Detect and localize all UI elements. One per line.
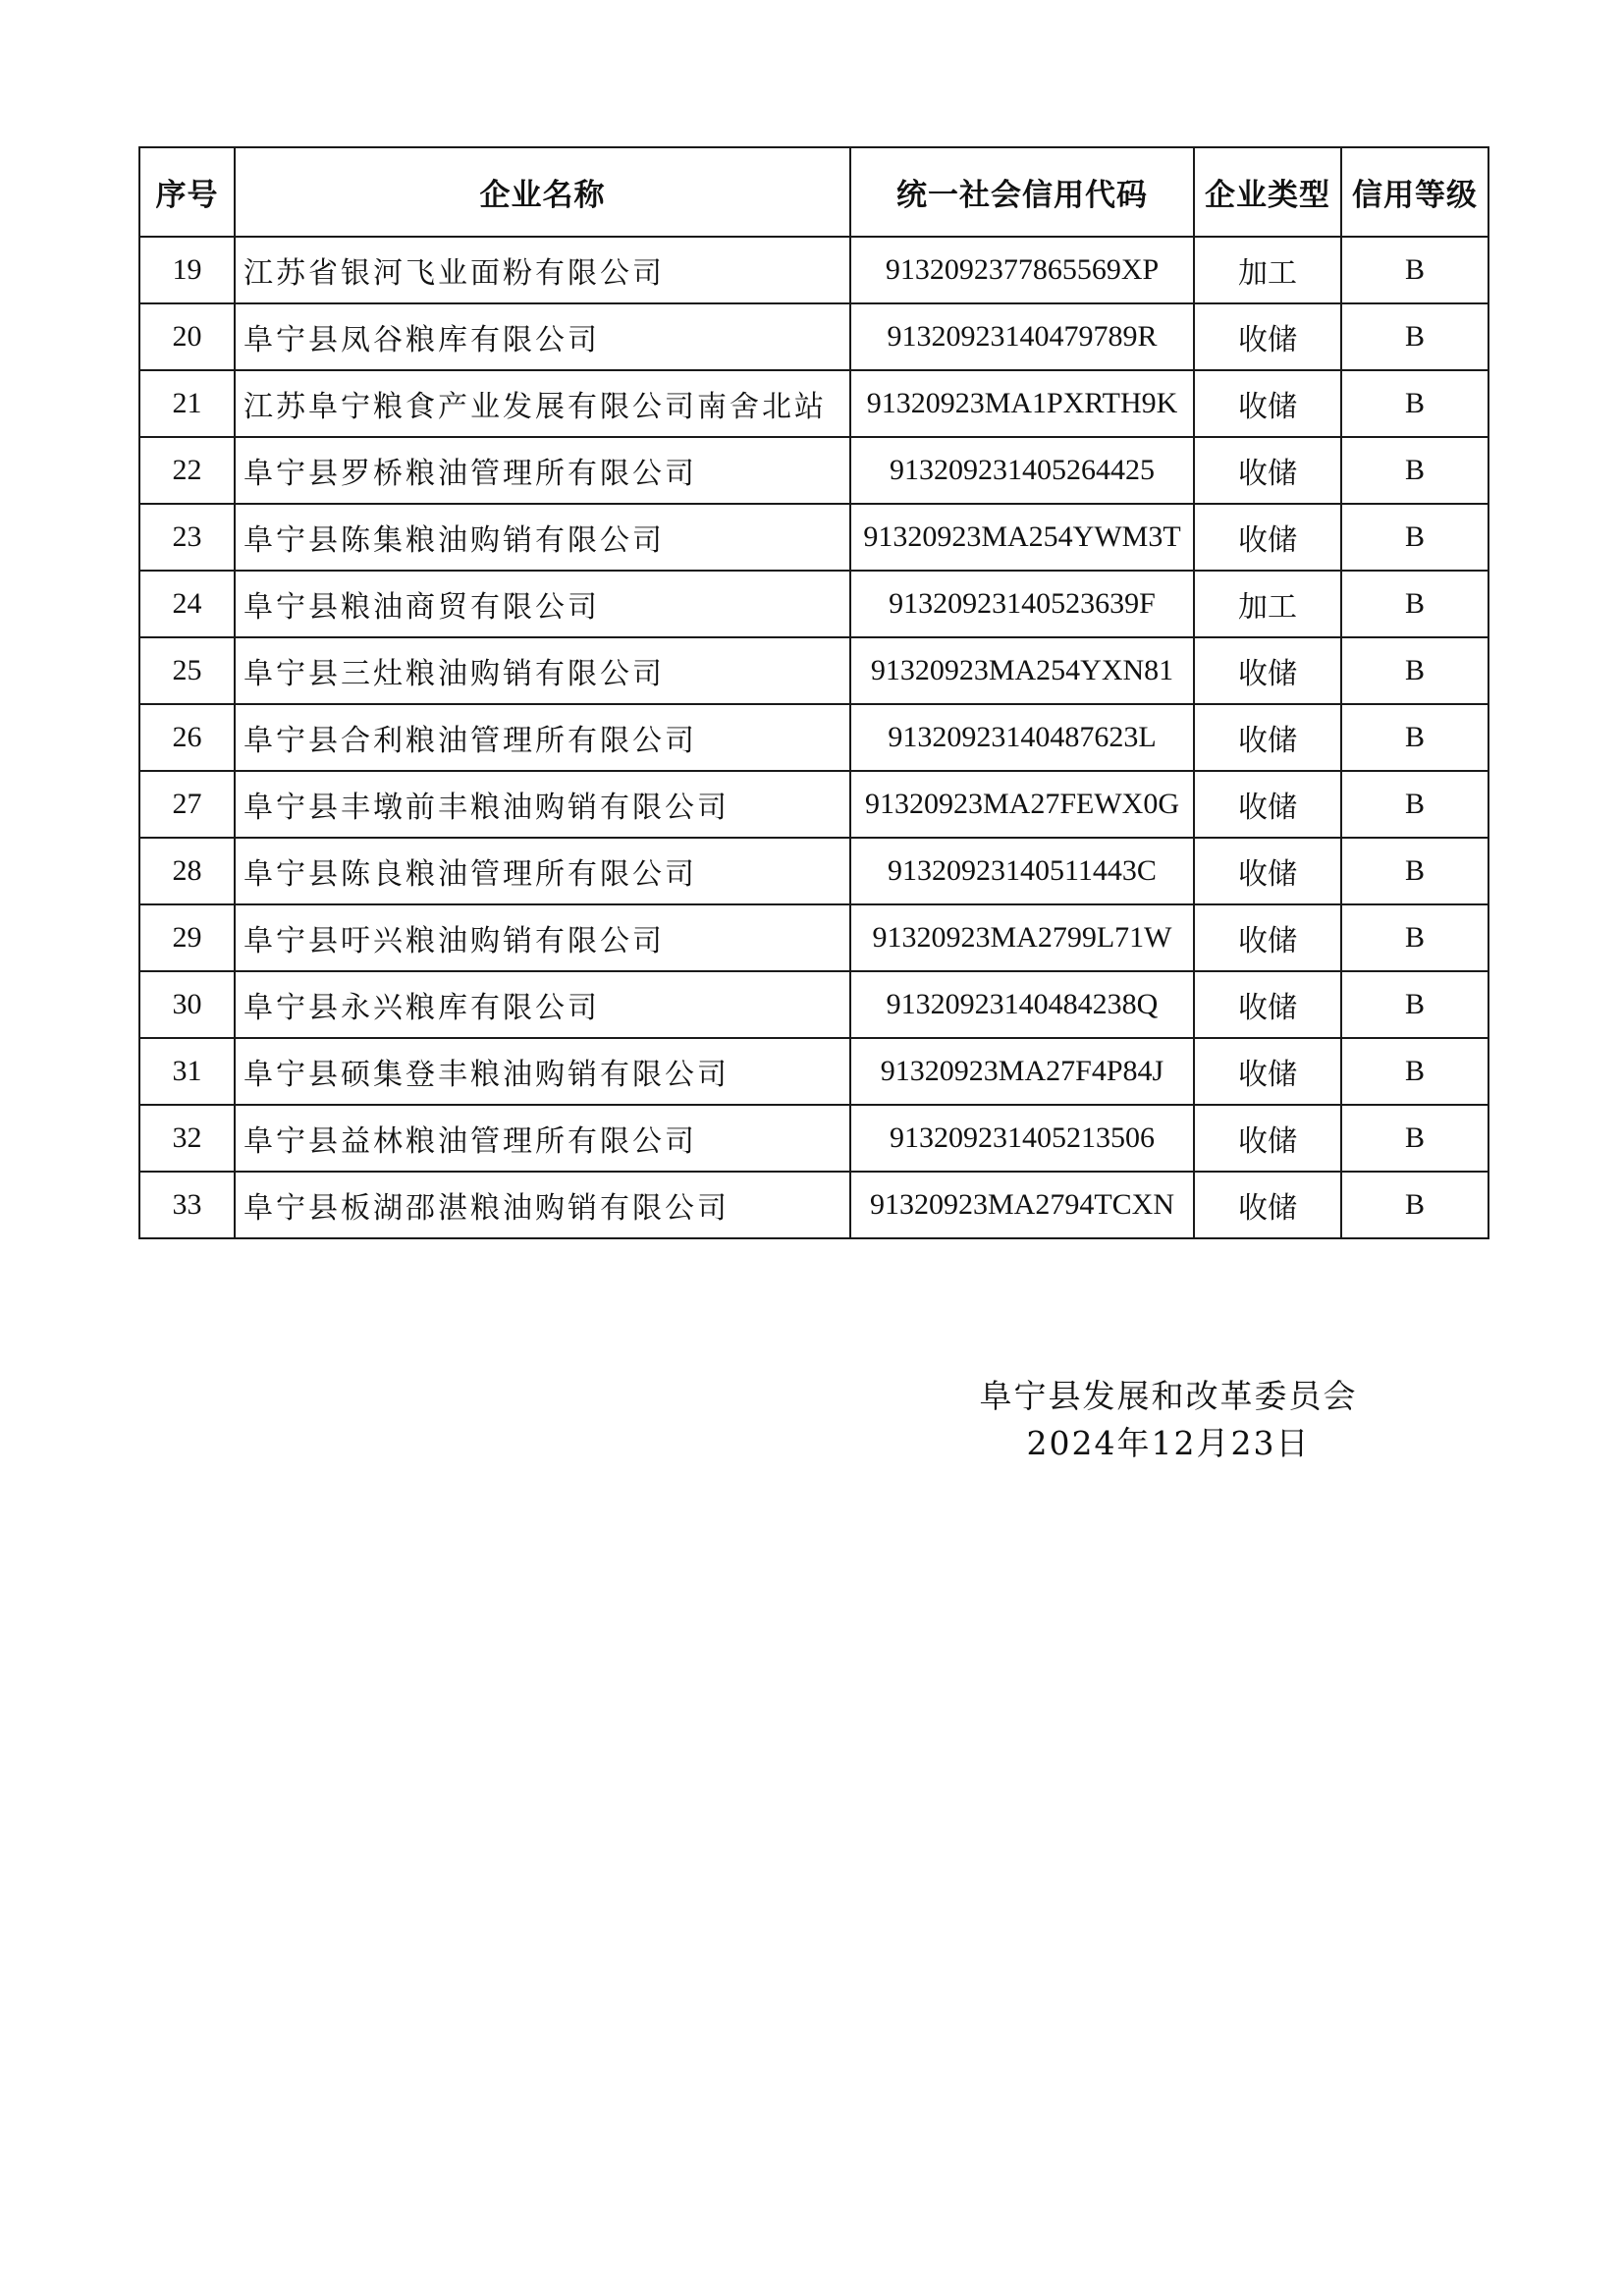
cell-name: 江苏阜宁粮食产业发展有限公司南舍北站 — [235, 370, 850, 437]
credit-rating-table — [138, 146, 1489, 1239]
cell-grade: B — [1341, 771, 1488, 838]
cell-name: 阜宁县板湖邵湛粮油购销有限公司 — [235, 1172, 850, 1238]
cell-type: 收储 — [1194, 504, 1341, 571]
cell-seq: 20 — [139, 303, 235, 370]
table-row — [139, 904, 1488, 971]
cell-type: 收储 — [1194, 971, 1341, 1038]
cell-type: 收储 — [1194, 904, 1341, 971]
cell-name: 阜宁县三灶粮油购销有限公司 — [235, 637, 850, 704]
cell-code: 913209231405264425 — [850, 437, 1194, 504]
issue-date: 2024年12月23日 — [1026, 1424, 1311, 1462]
cell-code: 91320923140523639F — [850, 571, 1194, 637]
cell-code: 91320923MA1PXRTH9K — [850, 370, 1194, 437]
header-name: 企业名称 — [235, 147, 850, 237]
table-row — [139, 437, 1488, 504]
cell-type: 收储 — [1194, 1038, 1341, 1105]
cell-type: 收储 — [1194, 771, 1341, 838]
cell-type: 收储 — [1194, 437, 1341, 504]
table-row — [139, 370, 1488, 437]
cell-code: 91320923MA2794TCXN — [850, 1172, 1194, 1238]
cell-seq: 32 — [139, 1105, 235, 1172]
cell-code: 91320923MA27FEWX0G — [850, 771, 1194, 838]
cell-seq: 19 — [139, 237, 235, 303]
table-row — [139, 1172, 1488, 1238]
cell-name: 阜宁县丰墩前丰粮油购销有限公司 — [235, 771, 850, 838]
cell-name: 阜宁县陈集粮油购销有限公司 — [235, 504, 850, 571]
cell-grade: B — [1341, 1038, 1488, 1105]
cell-name: 江苏省银河飞业面粉有限公司 — [235, 237, 850, 303]
cell-seq: 25 — [139, 637, 235, 704]
cell-type: 加工 — [1194, 571, 1341, 637]
cell-name: 阜宁县永兴粮库有限公司 — [235, 971, 850, 1038]
cell-grade: B — [1341, 904, 1488, 971]
cell-code: 91320923MA254YWM3T — [850, 504, 1194, 571]
cell-type: 收储 — [1194, 1105, 1341, 1172]
cell-type: 收储 — [1194, 704, 1341, 771]
cell-grade: B — [1341, 303, 1488, 370]
cell-code: 91320923MA27F4P84J — [850, 1038, 1194, 1105]
cell-grade: B — [1341, 838, 1488, 904]
header-seq: 序号 — [139, 147, 235, 237]
cell-seq: 22 — [139, 437, 235, 504]
table-row — [139, 1038, 1488, 1105]
cell-code: 91320923140487623L — [850, 704, 1194, 771]
cell-seq: 33 — [139, 1172, 235, 1238]
cell-grade: B — [1341, 637, 1488, 704]
cell-seq: 31 — [139, 1038, 235, 1105]
cell-name: 阜宁县凤谷粮库有限公司 — [235, 303, 850, 370]
cell-code: 91320923140479789R — [850, 303, 1194, 370]
cell-seq: 28 — [139, 838, 235, 904]
cell-code: 91320923MA254YXN81 — [850, 637, 1194, 704]
cell-seq: 21 — [139, 370, 235, 437]
cell-code: 913209231405213506 — [850, 1105, 1194, 1172]
cell-type: 收储 — [1194, 303, 1341, 370]
cell-grade: B — [1341, 1172, 1488, 1238]
cell-type: 加工 — [1194, 237, 1341, 303]
cell-name: 阜宁县吁兴粮油购销有限公司 — [235, 904, 850, 971]
cell-name: 阜宁县罗桥粮油管理所有限公司 — [235, 437, 850, 504]
table-header-row — [139, 147, 1488, 237]
cell-seq: 29 — [139, 904, 235, 971]
cell-seq: 24 — [139, 571, 235, 637]
table-row — [139, 838, 1488, 904]
cell-code: 91320923140484238Q — [850, 971, 1194, 1038]
cell-type: 收储 — [1194, 1172, 1341, 1238]
cell-code: 91320923140511443C — [850, 838, 1194, 904]
cell-grade: B — [1341, 370, 1488, 437]
cell-code: 91320923MA2799L71W — [850, 904, 1194, 971]
cell-grade: B — [1341, 237, 1488, 303]
cell-name: 阜宁县陈良粮油管理所有限公司 — [235, 838, 850, 904]
table-row — [139, 504, 1488, 571]
cell-type: 收储 — [1194, 370, 1341, 437]
table-row — [139, 237, 1488, 303]
table-row — [139, 1105, 1488, 1172]
table-row — [139, 971, 1488, 1038]
cell-grade: B — [1341, 504, 1488, 571]
issuing-organization: 阜宁县发展和改革委员会 — [979, 1377, 1358, 1415]
header-type: 企业类型 — [1194, 147, 1341, 237]
table-row — [139, 771, 1488, 838]
table-row — [139, 704, 1488, 771]
cell-grade: B — [1341, 571, 1488, 637]
cell-name: 阜宁县合利粮油管理所有限公司 — [235, 704, 850, 771]
cell-type: 收储 — [1194, 838, 1341, 904]
table-row — [139, 303, 1488, 370]
cell-seq: 30 — [139, 971, 235, 1038]
cell-grade: B — [1341, 971, 1488, 1038]
cell-grade: B — [1341, 437, 1488, 504]
header-grade: 信用等级 — [1341, 147, 1488, 237]
table-row — [139, 571, 1488, 637]
cell-seq: 23 — [139, 504, 235, 571]
cell-seq: 26 — [139, 704, 235, 771]
cell-type: 收储 — [1194, 637, 1341, 704]
header-code: 统一社会信用代码 — [850, 147, 1194, 237]
cell-name: 阜宁县硕集登丰粮油购销有限公司 — [235, 1038, 850, 1105]
cell-name: 阜宁县粮油商贸有限公司 — [235, 571, 850, 637]
cell-seq: 27 — [139, 771, 235, 838]
cell-name: 阜宁县益林粮油管理所有限公司 — [235, 1105, 850, 1172]
cell-code: 9132092377865569XP — [850, 237, 1194, 303]
table-row — [139, 637, 1488, 704]
cell-grade: B — [1341, 704, 1488, 771]
signature-block — [943, 1373, 1394, 1467]
cell-grade: B — [1341, 1105, 1488, 1172]
